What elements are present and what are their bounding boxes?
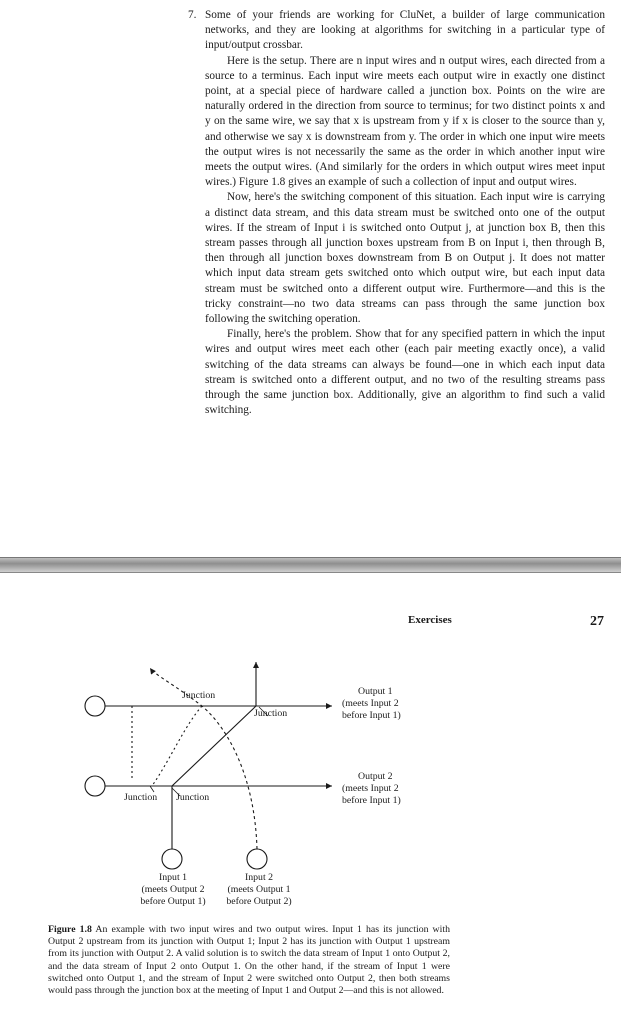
caption-text: An example with two input wires and two output wires. Input 1 has its junction with Output 2 upstream from its junction with Output 1; Input 2 has its junction with Output 1 upstream from its junction with Output 2. A valid solution is to switch the data stream of Input 1 onto Output 2, and the data stream of Input 2 onto Output 1. On the other hand, if the stream of Input 1 were switched onto Output 1, and the stream of Input 2 were switched onto Output 2, then both streams would pass through the junction box at the meeting of Input 1 and Output 2—and this is not allowed.: [48, 924, 450, 997]
input1-label: [130, 872, 216, 908]
input2-title: Input 2: [244, 872, 274, 883]
output1-detail-2: before Input 1): [342, 710, 401, 721]
problem-paragraph-3: Now, here's the switching component of this situation. Each input wire is carrying a distinct data stream, and this data stream must be switched onto one of the output wires. If the stream of Input i is switched onto Output j, at junction box B, then this stream passes through all junction boxes upstream from B on Input i, then through B, then through all junction boxes downstream from B on Output j. It does not matter which input data stream gets switched onto which output wire, but each input data stream must be switched onto a different output wire. Furthermore—and this is the tricky constraint—no two data streams can pass through the same junction box following the switching operation.: [205, 191, 605, 326]
output1-source-node: [85, 696, 105, 716]
input1-title: Input 1: [158, 872, 188, 883]
problem-paragraph-2: Here is the setup. There are n input wires and n output wires, each directed from a source to a terminus. Each input wire meets each output wire in exactly one distinct point, at a special piece of hardware called a junction box. Points on the wire are naturally ordered in the direction from source to terminus; for two distinct points x and y on the same wire, we say that x is upstream from y if x is closer to the source than y, and otherwise we say x is downstream from y. The order in which one input wire meets the output wires is not necessarily the same as the order in which another input wire meets the output wires. (And similarly for the orders in which output wires meet input wires.) Figure 1.8 gives an example of such a collection of input and output wires.: [205, 54, 605, 189]
problem-paragraph-1: Some of your friends are working for CluNet, a builder of large communication networks, and they are looking at algorithms for switching in a particular type of input/output crossbar.: [205, 9, 605, 52]
output2-title: Output 2: [358, 771, 393, 782]
output2-detail-2: before Input 1): [342, 795, 401, 806]
exercise-7: [188, 8, 605, 418]
page-number: 27: [590, 614, 604, 629]
junction-label-left: Junction: [124, 792, 158, 803]
output2-detail-1: (meets Input 2: [342, 783, 399, 794]
input1-detail-2: before Output 1): [140, 896, 206, 907]
output2-source-node: [85, 776, 105, 796]
output1-label: [342, 686, 401, 722]
junction-pointer-upper: [152, 706, 202, 786]
input2-detail-2: before Output 2): [226, 896, 292, 907]
wire-diagram: [0, 640, 621, 920]
caption-label: Figure 1.8: [48, 924, 92, 935]
junction-label-right: Junction: [176, 792, 210, 803]
output2-label: [342, 771, 401, 807]
figure-caption: [48, 924, 450, 997]
input2-label: [216, 872, 302, 908]
input1-source-node: [162, 849, 182, 869]
output1-detail-1: (meets Input 2: [342, 698, 399, 709]
page-break-divider: [0, 557, 621, 573]
running-head: Exercises: [408, 614, 452, 626]
problem-paragraph-4: Finally, here's the problem. Show that for any specified pattern in which the input wires and output wires meet each other (each pair meeting exactly once), a valid switching of the data streams can always be found—one in which each input data stream is switched onto a different output, and no two of the resulting streams pass through the same junction box. Additionally, give an algorithm to find such a valid switching.: [205, 328, 605, 417]
junction-label-top: Junction: [182, 690, 216, 701]
problem-number: 7.: [188, 9, 197, 21]
junction-label-mid: Junction: [254, 708, 288, 719]
input2-source-node: [247, 849, 267, 869]
input1-detail-1: (meets Output 2: [141, 884, 205, 895]
figure-1-8: [0, 640, 621, 920]
output1-title: Output 1: [358, 686, 393, 697]
input2-detail-1: (meets Output 1: [227, 884, 291, 895]
